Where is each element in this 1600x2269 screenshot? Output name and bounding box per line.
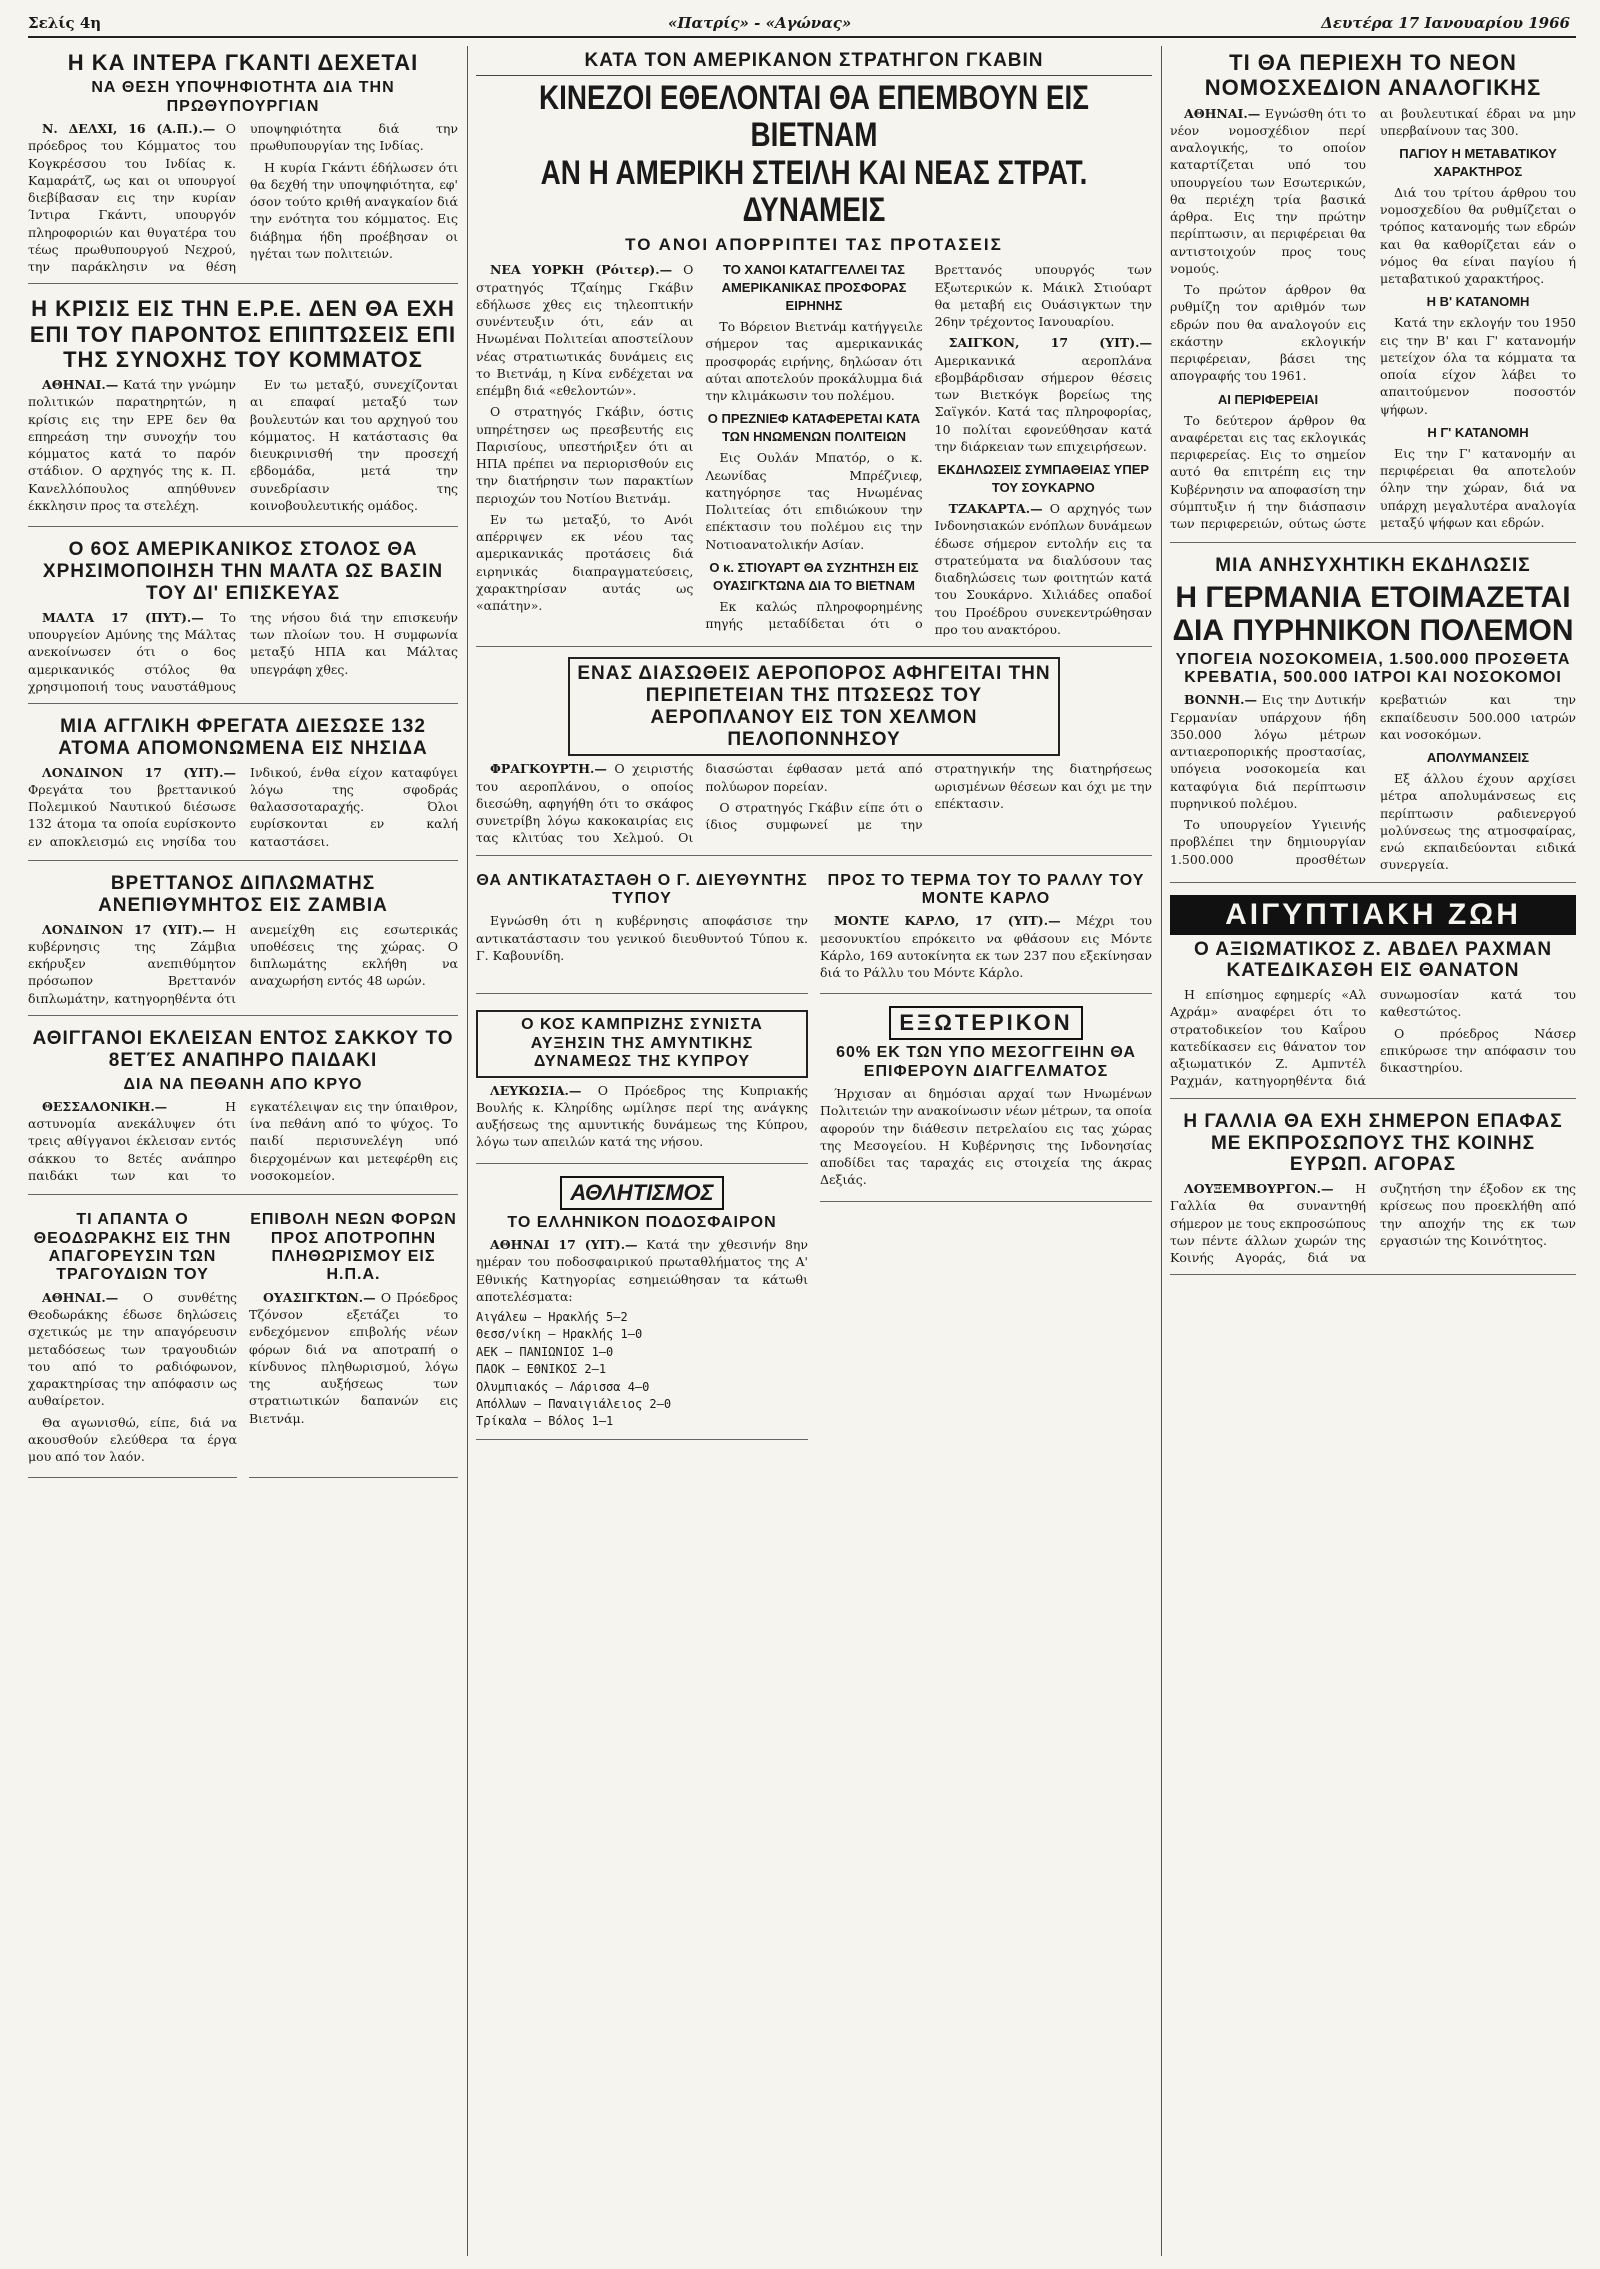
headline: Η ΚΡΙΣΙΣ ΕΙΣ ΤΗΝ Ε.Ρ.Ε. ΔΕΝ ΘΑ ΕΧΗ ΕΠΙ ΤΟΥ ΠΑΡΟΝΤΟΣ ΕΠΙΠΤΩΣΕΙΣ ΕΠΙ ΤΗΣ ΣΥΝΟΧΗΣ ΤΟΥ ΚΟΜΜΑΤΟΣ: [29, 296, 457, 372]
headline: ΕΠΙΒΟΛΗ ΝΕΩΝ ΦΟΡΩΝ ΠΡΟΣ ΑΠΟΤΡΟΠΗΝ ΠΛΗΘΩΡΙΣΜΟΥ ΕΙΣ Η.Π.Α.: [250, 1211, 457, 1284]
section-subhead: ΠΑΓΙΟΥ Η ΜΕΤΑΒΑΤΙΚΟΥ ΧΑΡΑΚΤΗΡΟΣ: [1399, 146, 1557, 180]
article-body: [820, 912, 1152, 981]
section-banner: ΑΙΓΥΠΤΙΑΚΗ ΖΩΗ: [1170, 895, 1576, 935]
dateline: ΟΥΑΣΙΓΚΤΩΝ.—: [263, 1289, 376, 1305]
article-football: [476, 1176, 808, 1440]
kicker: ΜΙΑ ΑΝΗΣΥΧΗΤΙΚΗ ΕΚΔΗΛΩΣΙΣ: [1215, 554, 1531, 576]
paragraph: Το υπουργείον Αμύνης της Μάλτας ανεκοίνωσεν ότι ο 6ος αμερικανικός στόλος θα χρησιμοποιή τους ναυστάθμους της νήσου διά την επισκευήν των πλοίων του. Η συμφωνία μεταξύ ΗΠΑ και Μάλτας υπεγράφη χθες.: [28, 609, 458, 694]
section-subhead: ΤΟ ΧΑΝΟΙ ΚΑΤΑΓΓΕΛΛΕΙ ΤΑΣ ΑΜΕΡΙΚΑΝΙΚΑΣ ΠΡΟΣΦΟΡΑΣ ΕΙΡΗΝΗΣ: [721, 262, 907, 314]
main-headline-line2: ΑΝ Η ΑΜΕΡΙΚΗ ΣΤΕΙΛΗ ΚΑΙ ΝΕΑΣ ΣΤΡΑΤ. ΔΥΝΑΜΕΙΣ: [540, 153, 1088, 230]
paragraph: Το υπουργείον Υγιεινής προβλέπει την δημιουργίαν 1.500.000 προσθέτων κρεβατιών και την εκπαίδευσιν 500.000 ιατρών και νοσοκόμων.: [1170, 692, 1576, 867]
article-rally: [820, 868, 1152, 995]
dateline: ΤΖΑΚΑΡΤΑ.—: [948, 501, 1043, 517]
paragraph: Ο Πρόεδρος Τζόνσον εξετάζει το ενδεχόμενον επιβολής νέων φόρων διά να αποτραπή ο κίνδυνος πληθωρισμού, λόγω της αυξήσεως των στρατιωτικών δαπανών εις Βιετνάμ.: [249, 1289, 458, 1426]
article-body: [1170, 1180, 1576, 1266]
article-airplane: [476, 657, 1152, 856]
dateline: ΜΟΝΤΕ ΚΑΡΛΟ, 17 (ΥΙΤ).—: [834, 913, 1061, 929]
article-france: [1170, 1111, 1576, 1276]
headline: ΘΑ ΑΝΤΙΚΑΤΑΣΤΑΘΗ Ο Γ. ΔΙΕΥΘΥΝΤΗΣ ΤΥΠΟΥ: [476, 871, 808, 908]
section-subhead: Η Γ' ΚΑΤΑΝΟΜΗ: [1427, 424, 1529, 440]
paragraph: Εκ καλώς πληροφορημένης πηγής μεταδίδεται ότι ο Βρεττανός υπουργός των Εξωτερικών κ. Μάικλ Στιούαρτ θα μεταβή εις Ουάσιγκτων την 26ην τρέχοντος Ιανουαρίου.: [705, 262, 1152, 631]
result-row: Τρίκαλα — Βόλος 1—1: [476, 1414, 614, 1429]
article-us-taxes: [249, 1207, 458, 1478]
article-egypt: [1170, 895, 1576, 1099]
paragraph: Ο πρόεδρος Νάσερ επικύρωσε την απόφασιν του δικαστηρίου.: [1380, 1025, 1576, 1076]
article-press-director: [476, 868, 808, 995]
paragraph: Εγνώσθη ότι η κυβέρνησις αποφάσισε την αντικατάστασιν του γενικού διευθυντού Τύπου κ. Γ. Καβουνίδη.: [476, 913, 808, 963]
dateline: ΘΕΣΣΑΛΟΝΙΚΗ.—: [42, 1098, 168, 1114]
headline: Ο 6ΟΣ ΑΜΕΡΙΚΑΝΙΚΟΣ ΣΤΟΛΟΣ ΘΑ ΧΡΗΣΙΜΟΠΟΙΗΣΗ ΤΗΝ ΜΑΛΤΑ ΩΣ ΒΑΣΙΝ ΤΟΥ ΔΙ' ΕΠΙΣΚΕΥΑΣ: [42, 539, 444, 604]
article-body: [476, 760, 1152, 846]
article-theodorakis: [28, 1207, 237, 1478]
subheadline: ΔΙΑ ΝΑ ΠΕΘΑΝΗ ΑΠΟ ΚΡΥΟ: [123, 1075, 363, 1093]
paragraph: Εις Ουλάν Μπατόρ, ο κ. Λεωνίδας Μπρέζνιεφ, κατηγόρησε τας Ηνωμένας Πολιτείας ότι επιδιώκουν την επέκτασιν του πολέμου εις την Νοτιοανατολικήν Ασίαν.: [705, 450, 923, 552]
result-row: Αιγάλεω — Ηρακλής 5—2: [476, 1310, 628, 1324]
headline: ΤΟ ΕΛΛΗΝΙΚΟΝ ΠΟΔΟΣΦΑΙΡΟΝ: [507, 1213, 777, 1231]
result-row: Θεσσ/νίκη — Ηρακλής 1—0: [476, 1327, 643, 1342]
paragraph: Ο αρχηγός των Ινδονησιακών ενόπλων δυνάμεων έδωσε σήμερον εντολήν εις τα στρατεύματα να διαλύσουν τας διαδηλώσεις των φοιτητών κατά του Σουκάρνο. Χιλιάδες οπαδοί του Προέδρου συνεκεντρώθησαν προ του ανακτόρου.: [934, 501, 1152, 637]
dateline: Ν. ΔΕΛΧΙ, 16 (Α.Π.).—: [42, 121, 216, 137]
paragraph: Φρεγάτα του βρεττανικού Πολεμικού Ναυτικού διέσωσε 132 άτομα τα οποία ευρίσκοντο εν αποκλεισμώ εις νησίδα του Ινδικού, ένθα είχον καταφύγει λόγω της σφοδράς θαλασσοταραχής. Όλοι ευρίσκονται εν καλή καταστάσει.: [28, 764, 458, 849]
article-child: [28, 1028, 458, 1195]
left-column: [28, 46, 458, 1490]
article-cyprus: [476, 1010, 808, 1163]
dateline: ΛΕΥΚΩΣΙΑ.—: [490, 1082, 582, 1098]
page-number: Σελίς 4η: [28, 14, 102, 32]
paragraph: Η Γαλλία θα συναντηθή σήμερον με τους εκπροσώπους των πέντε άλλων χωρών της Κοινής Αγοράς, διά να συζητήση την έξοδον εκ της κρίσεως που προεκλήθη από την αποχήν της εκ των εργασιών της Κοινότητος.: [1170, 1181, 1576, 1266]
headline: ΒΡΕΤΤΑΝΟΣ ΔΙΠΛΩΜΑΤΗΣ ΑΝΕΠΙΘΥΜΗΤΟΣ ΕΙΣ ΖΑΜΒΙΑ: [98, 872, 388, 916]
center-lower-row: [476, 868, 1152, 1007]
paragraph: Ο στρατηγός Τζαίημς Γκάβιν εδήλωσε χθες εις τηλεοπτικήν συνέντευξιν ότι, εάν αι Ηνωμέναι Πολιτείαι αποστείλουν νέας στρατιωτικάς δυνάμεις εις το Βιετνάμ, η Κίνα ενδέχεται να επέμβη διά «εθελοντών».: [476, 262, 694, 399]
paragraph: Εν τω μεταξύ, το Ανόι απέρριψεν εκ νέου τας αμερικανικάς προτάσεις διά ειρηνικάς διαπραγματεύσεις, χαρακτηρίσαν αυτάς ως «απάτην».: [476, 511, 694, 614]
kicker: ΚΑΤΑ ΤΟΝ ΑΜΕΡΙΚΑΝΟΝ ΣΤΡΑΤΗΓΟΝ ΓΚΑΒΙΝ: [476, 50, 1152, 76]
article-body: [249, 1289, 458, 1427]
center-bottom-left: [476, 1006, 808, 1451]
article-body: [1170, 986, 1576, 1090]
article-body: [28, 921, 458, 1007]
headline: Η ΓΑΛΛΙΑ ΘΑ ΕΧΗ ΣΗΜΕΡΟΝ ΕΠΑΦΑΣ ΜΕ ΕΚΠΡΟΣΩΠΟΥΣ ΤΗΣ ΚΟΙΝΗΣ ΕΥΡΩΠ. ΑΓΟΡΑΣ: [1183, 1110, 1563, 1176]
paragraph: Ο χειριστής του αεροπλάνου, ο οποίος διεσώθη, αφηγήθη ότι το σκάφος συνετρίβη λόγω κακοκαιρίας εις τας κλιτύας του Χελμού. Οι διασώσται έφθασαν μετά από πολύωρον πορείαν.: [476, 761, 923, 846]
article-germany: [1170, 555, 1576, 883]
headline: 60% ΕΚ ΤΩΝ ΥΠΟ ΜΕΣΟΓΓΕΙΗΝ ΘΑ ΕΠΙΦΕΡΟΥΝ ΔΙΑΓΓΕΛΜΑΤΟΣ: [836, 1044, 1136, 1080]
deck: ΥΠΟΓΕΙΑ ΝΟΣΟΚΟΜΕΙΑ, 1.500.000 ΠΡΟΣΘΕΤΑ ΚΡΕΒΑΤΙΑ, 500.000 ΙΑΤΡΟΙ ΚΑΙ ΝΟΣΟΚΟΜΟΙ: [1175, 650, 1571, 686]
headline: Η ΚΑ ΙΝΤΕΡΑ ΓΚΑΝΤΙ ΔΕΧΕΤΑΙ: [67, 50, 419, 75]
headline: Ο ΑΞΙΩΜΑΤΙΚΟΣ Ζ. ΑΒΔΕΛ ΡΑΧΜΑΝ ΚΑΤΕΔΙΚΑΣΘΗ ΕΙΣ ΘΑΝΑΤΟΝ: [1193, 938, 1553, 982]
paragraph: Εν τω μεταξύ, συνεχίζονται αι επαφαί μεταξύ των βουλευτών και του αρχηγού του κόμματος. Η κατάστασις θα διευκρινισθή την προσεχή εβδομάδα, μετά την συνεδρίασιν της κοινοβουλευτικής ομάδος.: [250, 377, 458, 513]
column-rule: [467, 46, 468, 2256]
column-rule: [1161, 46, 1162, 2256]
paragraph: Εξ άλλου έχουν αρχίσει μέτρα απολυμάνσεως εις περίπτωσιν ραδιενεργού μολύνσεως της ατμοσφαίρας, ενώ εκπαιδεύονται ειδικά συνεργεία.: [1380, 771, 1576, 873]
dateline: ΑΘΗΝΑΙ 17 (ΥΙΤ).—: [490, 1237, 638, 1252]
paragraph: Το Βόρειον Βιετνάμ κατήγγειλε σήμερον τας αμερικανικάς προσφοράς ειρήνης, δηλώσαν ότι αύται αποτελούν προκάλυμμα διά την κλιμάκωσιν του πολέμου.: [705, 319, 923, 404]
result-row: Ολυμπιακός — Λάρισσα 4—0: [476, 1379, 650, 1394]
paragraph: Θα αγωνισθώ, είπε, διά να ακουσθούν ελεύθερα τα έργα μου από τον λαόν.: [28, 1414, 237, 1465]
headline: ΜΙΑ ΑΓΓΛΙΚΗ ΦΡΕΓΑΤΑ ΔΙΕΣΩΣΕ 132 ΑΤΟΜΑ ΑΠΟΜΟΝΩΜΕΝΑ ΕΙΣ ΝΗΣΙΔΑ: [58, 716, 428, 759]
paragraph: Ήρχισαν αι δημόσιαι αρχαί των Ηνωμένων Πολιτειών την ανακοίνωσιν νέων μέτρων, τα οποία αφορούν την διάθεσιν πετρελαίου εις τας χώρας της Μεσογείου. Η Κυβέρνησις της Ινδονησίας αποδίδει τας ταραχάς εις στοιχεία της άκρας Δεξιάς.: [820, 1086, 1152, 1188]
center-columns: [476, 46, 1152, 1452]
running-header: [28, 10, 1576, 38]
dateline: ΛΟΝΔΙΝΟΝ 17 (ΥΙΤ).—: [42, 764, 236, 780]
article-body: [28, 609, 458, 695]
dateline: ΛΟΝΔΙΝΟΝ 17 (ΥΙΤ).—: [42, 921, 215, 937]
section-subhead: Ο κ. ΣΤΙΟΥΑΡΤ ΘΑ ΣΥΖΗΤΗΣΗ ΕΙΣ ΟΥΑΣΙΓΚΤΩΝΑ ΔΙΑ ΤΟ ΒΙΕΤΝΑΜ: [709, 559, 919, 593]
article-body: [1170, 105, 1576, 534]
article-body: [28, 1098, 458, 1186]
paragraph: Εις την Δυτικήν Γερμανίαν υπάρχουν ήδη 350.000 λόγω μέτρων αντιαεροπορικής προστασίας, υπόγεια νοσοκομεία και καταφύγια διά περίπτωσιν πυρηνικού πολέμου.: [1170, 692, 1366, 811]
result-row: ΑΕΚ — ΠΑΝΙΩΝΙΟΣ 1—0: [476, 1344, 614, 1359]
results-list: [476, 1309, 808, 1431]
bottom-articles: [28, 1207, 458, 1490]
paragraph: Ο στρατηγός Γκάβιν, όστις υπηρέτησεν ως πρεσβευτής εις Παρισίους, υπεστήριξεν ότι αι ΗΠΑ πρέπει να περιορισθούν εις την διατήρησιν των παρακτίων περιοχών του Νοτίου Βιετνάμ.: [476, 404, 694, 506]
dateline: ΒΟΝΝΗ.—: [1184, 692, 1257, 708]
dateline: ΑΘΗΝΑΙ.—: [1184, 105, 1261, 121]
right-column: [1170, 46, 1576, 1287]
headline: Ο ΚΟΣ ΚΑΜΠΡΙΖΗΣ ΣΥΝΙΣΤΑ ΑΥΞΗΣΙΝ ΤΗΣ ΑΜΥΝΤΙΚΗΣ ΔΥΝΑΜΕΩΣ ΤΗΣ ΚΥΠΡΟΥ: [476, 1010, 808, 1077]
issue-date: Δευτέρα 17 Ιανουαρίου 1966: [1321, 14, 1570, 32]
article-body: [28, 376, 458, 518]
paragraph: Ο Πρόεδρος της Κυπριακής Βουλής κ. Κληρίδης ωμίλησε περί της ανάγκης αυξήσεως της αμυντικής δυνάμεως της Κύπρου, λόγω των απειλών κατά της νήσου.: [476, 1082, 808, 1150]
main-story-body: [476, 261, 1152, 647]
article-abroad: [820, 1006, 1152, 1201]
article-body: [28, 120, 458, 275]
paragraph: Η επίσημος εφημερίς «Αλ Αχράμ» αναφέρει ότι το στρατοδικείον του Καΐρου κατεδίκασεν εις θάνατον τον αξιωματικόν Ζ. Αμπντέλ Ραχμάν, κατηγορηθέντα διά συνωμοσίαν κατά του καθεστώτος.: [1170, 987, 1576, 1089]
section-subhead: Ο ΠΡΕΖΝΙΕΦ ΚΑΤΑΦΕΡΕΤΑΙ ΚΑΤΑ ΤΩΝ ΗΝΩΜΕΝΩΝ ΠΟΛΙΤΕΙΩΝ: [707, 411, 921, 445]
paragraph: Ο στρατηγός Γκάβιν είπε ότι ο ίδιος συμφωνεί με την στρατηγικήν της διατηρήσεως ωρισμένων θέσεων και όχι με την επέκτασιν.: [705, 761, 1152, 833]
dateline: ΝΕΑ ΥΟΡΚΗ (Ρόιτερ).—: [490, 262, 673, 278]
center-bottom-row: [476, 1006, 1152, 1451]
paragraph: Κατά την εκλογήν του 1950 εις την Β' και Γ' κατανομήν μετείχον όλα τα κόμματα τα οποία είχον λάβει το απαιτούμενον ποσοστόν ψήφων.: [1380, 315, 1576, 417]
paragraph: Το δεύτερον άρθρον θα αναφέρεται εις τας εκλογικάς περιφερείας. Εις το σημείον αυτό θα επιτρέπη εις την Κυβέρνησιν να αποφασίση την σύμπτυξιν ή την διάσπασιν των περιφερειών, ούτως ώστε αι βουλευτικαί έδραι να μην υπερβαίνουν τας 300.: [1170, 105, 1576, 532]
article-frigate: [28, 716, 458, 861]
article-electoral-law: [1170, 50, 1576, 543]
paragraph: Η αστυνομία ανεκάλυψεν ότι τρεις αθίγγανοι έκλεισαν εντός σάκκου το 8ετές ανάπηρο παιδάκι των και το εγκατέλειψαν εις την ύπαιθρον, ίνα πεθάνη από το ψύχος. Το παιδί περισυνελέγη υπό διερχομένων και μετεφέρθη εις νοσοκομείον.: [28, 1098, 458, 1183]
headline: ΑΘΙΓΓΑΝΟΙ ΕΚΛΕΙΣΑΝ ΕΝΤΟΣ ΣΑΚΚΟΥ ΤΟ 8ΕΤΈΣ ΑΝΑΠΗΡΟ ΠΑΙΔΑΚΙ: [32, 1027, 454, 1071]
paragraph: Κατά την γνώμην πολιτικών παρατηρητών, η κρίσις εις την ΕΡΕ δεν θα επηρεάση την συνοχήν του κόμματος κατά το παρόν στάδιον. Ο αρχηγός της κ. Π. Κανελλόπουλος απηύθυνεν έκκλησιν προς τα στελέχη.: [28, 377, 236, 513]
article-sixth-fleet: [28, 539, 458, 704]
article-zambia: [28, 873, 458, 1016]
dateline: ΛΟΥΞΕΜΒΟΥΡΓΟΝ.—: [1184, 1181, 1334, 1197]
subheadline: ΝΑ ΘΕΣΗ ΥΠΟΨΗΦΙΟΤΗΤΑ ΔΙΑ ΤΗΝ ΠΡΩΘΥΠΟΥΡΓΙΑΝ: [91, 79, 395, 115]
center-bottom-right: [820, 1006, 1152, 1451]
paragraph: Μέχρι του μεσονυκτίου επρόκειτο να φθάσουν εις Μόντε Κάρλο, 169 αυτοκίνητα εκ των 237 που εξεκίνησαν διά το Ράλλυ του Μόντε Κάρλο.: [820, 913, 1152, 981]
dateline: ΑΘΗΝΑΙ.—: [42, 377, 119, 393]
headline: ΤΙ ΑΠΑΝΤΑ Ο ΘΕΟΔΩΡΑΚΗΣ ΕΙΣ ΤΗΝ ΑΠΑΓΟΡΕΥΣΙΝ ΤΩΝ ΤΡΑΓΟΥΔΙΩΝ ΤΟΥ: [33, 1211, 232, 1284]
paragraph: Το πρώτον άρθρον θα ρυθμίζη τον αριθμόν των εδρών που θα αναλογούν εις εκάστην εκλογικήν περιφέρειαν, βάσει της απογραφής του 1961.: [1170, 282, 1366, 384]
article-gandhi: [28, 50, 458, 284]
dateline: ΑΘΗΝΑΙ.—: [42, 1289, 119, 1305]
result-row: Απόλλων — Παναιγιάλειος 2—0: [476, 1396, 672, 1411]
sports-section-title: ΑΘΛΗΤΙΣΜΟΣ: [560, 1176, 723, 1210]
newspaper-page: [28, 0, 1576, 2269]
dateline: ΣΑΙΓΚΟΝ, 17 (ΥΙΤ).—: [948, 335, 1152, 351]
headline: ΤΙ ΘΑ ΠΕΡΙΕΧΗ ΤΟ ΝΕΟΝ ΝΟΜΟΣΧΕΔΙΟΝ ΑΝΑΛΟΓΙΚΗΣ: [1204, 50, 1542, 101]
headline: Η ΓΕΡΜΑΝΙΑ ΕΤΟΙΜΑΖΕΤΑΙ ΔΙΑ ΠΥΡΗΝΙΚΟΝ ΠΟΛΕΜΟΝ: [1172, 580, 1574, 647]
article-body: [476, 1236, 808, 1305]
headline: ΕΝΑΣ ΔΙΑΣΩΘΕΙΣ ΑΕΡΟΠΟΡΟΣ ΑΦΗΓΕΙΤΑΙ ΤΗΝ ΠΕΡΙΠΕΤΕΙΑΝ ΤΗΣ ΠΤΩΣΕΩΣ ΤΟΥ ΑΕΡΟΠΛΑΝΟΥ ΕΙΣ ΤΟΝ ΧΕΛΜΟΝ ΠΕΛΟΠΟΝΝΗΣΟΥ: [568, 657, 1060, 756]
article-ere-crisis: [28, 296, 458, 527]
article-body: [28, 764, 458, 852]
paragraph: Κατά την χθεσινήν 8ην ημέραν του ποδοσφαιρικού πρωταθλήματος της Α' Εθνικής Κατηγορίας εσημειώθησαν τα κάτωθι αποτελέσματα:: [476, 1237, 808, 1304]
article-body: [1170, 691, 1576, 873]
section-subhead: Η Β' ΚΑΤΑΝΟΜΗ: [1426, 294, 1530, 310]
main-headline-line1: ΚΙΝΕΖΟΙ ΕΘΕΛΟΝΤΑΙ ΘΑ ΕΠΕΜΒΟΥΝ ΕΙΣ ΒΙΕΤΝΑΜ: [539, 78, 1089, 155]
dateline: ΜΑΛΤΑ 17 (ΠΥΤ).—: [42, 609, 204, 625]
article-body: [476, 912, 808, 964]
article-body: [820, 1085, 1152, 1189]
article-body: [28, 1289, 237, 1466]
paragraph: Εις την Γ' κατανομήν αι περιφέρειαι θα αποτελούν όλην την χώραν, διά να υπάρχη μεγαλυτέρα αναλογία μεταξύ ψήφων και εδρών.: [1380, 445, 1576, 530]
paragraph: Η κυρία Γκάντι έδήλωσεν ότι θα δεχθή την υποψηφιότητα, εφ' όσον τούτο κριθή αναγκαίον διά την ενότητα του κόμματος. Εις διάβημα ήδη προέβησαν οι ηγέται των πολιτειών.: [250, 159, 458, 261]
article-body: [476, 1082, 808, 1151]
paragraph: Εγνώσθη ότι το νέον νομοσχέδιον περί αναλογικής, το οποίον καταρτίζεται υπό του υπουργείου των Εσωτερικών, θα περιέχη τρία βασικά άρθρα. Εις την πρώτην περίπτωσιν, αι περιφέρειαι θα αντιστοιχούν προς τους νομούς.: [1170, 105, 1366, 276]
paper-name: «Πατρίς» - «Αγώνας»: [668, 14, 852, 32]
paragraph: Η κυβέρνησις της Ζάμβια εκήρυξεν ανεπιθύμητον πρόσωπον Βρεττανόν διπλωμάτην, κατηγορηθέντα ότι ανεμείχθη εις εσωτερικάς υποθέσεις της χώρας. Ο διπλωμάτης εκλήθη να αναχωρήση εντός 48 ωρών.: [28, 921, 458, 1006]
section-subhead: ΑΠΟΛΥΜΑΝΣΕΙΣ: [1426, 750, 1530, 766]
result-row: ΠΑΟΚ — ΕΘΝΙΚΟΣ 2—1: [476, 1362, 607, 1377]
headline: ΠΡΟΣ ΤΟ ΤΕΡΜΑ ΤΟΥ ΤΟ ΡΑΛΛΥ ΤΟΥ ΜΟΝΤΕ ΚΑΡΛΟ: [827, 871, 1145, 908]
paragraph: Διά του τρίτου άρθρου του νομοσχεδίου θα ρυθμίζεται ο τρόπος κατανομής των εδρών και θα καθορίζεται εάν ο νόμος θα είναι παγίου ή μεταβατικού χαρακτήρος.: [1380, 184, 1576, 287]
paragraph: Αμερικανικά αεροπλάνα εβομβάρδισαν σήμερον θέσεις των Βιετκόγκ βορείως της Σαϊγκόν. Κατά τας πληροφορίας, 10 πολίται εφονεύθησαν κατά την διάρκειαν των επιχειρήσεων.: [934, 352, 1152, 454]
dateline: ΦΡΑΓΚΟΥΡΤΗ.—: [490, 761, 607, 777]
main-deck: ΤΟ ΑΝΟΙ ΑΠΟΡΡΙΠΤΕΙ ΤΑΣ ΠΡΟΤΑΣΕΙΣ: [625, 235, 1003, 255]
paragraph: Ο πρόεδρος του Κόμματος του Κογκρέσσου του Ινδίας κ. Καμαράτζ, ως και οι υπουργοί διεβίβασαν εις την κυρίαν Ίντιρα Γκάντι, υπουργόν πληροφοριών και θυγατέρα του τέως πρωθυπουργού Νεχρού, την παράκλησιν να θέση υποψηφιότητα διά την πρωθυπουργίαν της Ινδίας.: [28, 121, 458, 275]
paragraph: Ο συνθέτης Θεοδωράκης έδωσε δηλώσεις σχετικώς με την απαγόρευσιν μεταδόσεως των τραγουδιών του από το ραδιόφωνον, χαρακτηρίσας την απόφασιν ως αυθαίρετον.: [28, 1289, 237, 1409]
abroad-section-title: ΕΞΩΤΕΡΙΚΟΝ: [889, 1006, 1082, 1040]
sukarno-headline: ΕΚΔΗΛΩΣΕΙΣ ΣΥΜΠΑΘΕΙΑΣ ΥΠΕΡ ΤΟΥ ΣΟΥΚΑΡΝΟ: [937, 462, 1150, 496]
section-subhead: ΑΙ ΠΕΡΙΦΕΡΕΙΑΙ: [1217, 391, 1319, 407]
